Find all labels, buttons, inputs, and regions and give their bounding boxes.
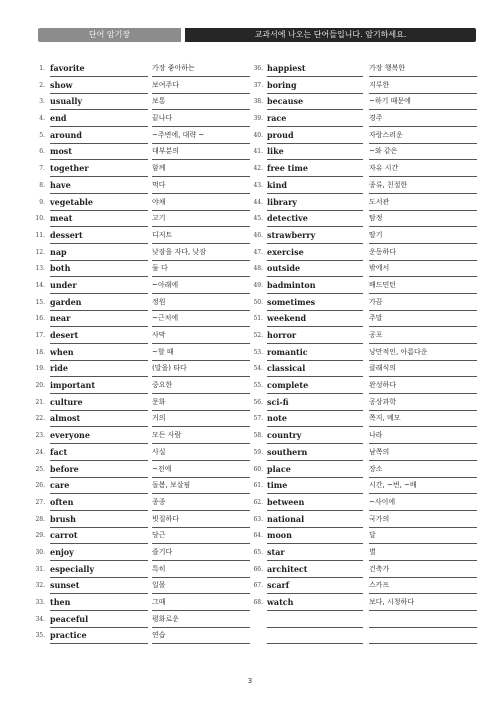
vocab-number: 67. — [253, 582, 263, 590]
vocab-number: 19. — [35, 365, 45, 373]
vocab-word: note — [267, 413, 363, 427]
vocab-word: complete — [267, 380, 363, 394]
vocab-word: near — [50, 313, 148, 327]
vocab-meaning: 특히 — [152, 564, 250, 578]
vocab-meaning: 고기 — [152, 213, 250, 227]
vocab-word — [267, 630, 363, 644]
vocab-number: 26. — [35, 482, 45, 490]
vocab-word — [267, 614, 363, 628]
vocab-meaning: 낮잠을 자다, 낮잠 — [152, 247, 250, 261]
vocab-word: under — [50, 280, 148, 294]
vocab-meaning: 주말 — [369, 313, 477, 327]
vocab-meaning — [369, 630, 477, 644]
vocab-word: detective — [267, 213, 363, 227]
vocab-word: proud — [267, 130, 363, 144]
vocab-word: national — [267, 514, 363, 528]
vocab-number: 49. — [253, 281, 263, 289]
vocab-number: 24. — [35, 448, 45, 456]
vocab-number: 5. — [39, 131, 45, 139]
vocab-number: 37. — [253, 81, 263, 89]
vocab-number: 29. — [35, 532, 45, 540]
vocab-number: 62. — [253, 498, 263, 506]
vocab-word: around — [50, 130, 148, 144]
vocab-meaning: 함께 — [152, 163, 250, 177]
vocab-number: 30. — [35, 548, 45, 556]
vocab-word: sometimes — [267, 297, 363, 311]
vocab-meaning: 디저트 — [152, 230, 250, 244]
vocab-word: meat — [50, 213, 148, 227]
vocab-number: 34. — [35, 615, 45, 623]
vocab-word: badminton — [267, 280, 363, 294]
vocab-meaning: 먹다 — [152, 180, 250, 194]
vocab-meaning: ~주변에, 대략 ~ — [152, 130, 250, 144]
vocab-number: 3. — [39, 98, 45, 106]
vocab-meaning: 종류, 친절한 — [369, 180, 477, 194]
vocab-word: together — [50, 163, 148, 177]
vocab-meaning: 남쪽의 — [369, 447, 477, 461]
vocab-word: nap — [50, 247, 148, 261]
vocab-meaning: ~사이에 — [369, 497, 477, 511]
vocab-word: show — [50, 80, 148, 94]
vocab-word: dessert — [50, 230, 148, 244]
vocab-number: 63. — [253, 515, 263, 523]
vocab-word: often — [50, 497, 148, 511]
vocab-word: especially — [50, 564, 148, 578]
vocab-number: 54. — [253, 365, 263, 373]
vocab-meaning: 야채 — [152, 197, 250, 211]
vocab-word: library — [267, 197, 363, 211]
vocab-meaning: ~근처에 — [152, 313, 250, 327]
vocab-meaning: 딸기 — [369, 230, 477, 244]
vocab-number: 40. — [253, 131, 263, 139]
vocab-word: between — [267, 497, 363, 511]
vocab-word: southern — [267, 447, 363, 461]
page-number: 3 — [247, 677, 253, 685]
vocab-meaning: 모든 사람 — [152, 430, 250, 444]
vocab-word: happiest — [267, 63, 363, 77]
vocab-number: 10. — [35, 215, 45, 223]
vocab-word: before — [50, 464, 148, 478]
vocab-meaning: ~아래에 — [152, 280, 250, 294]
vocab-word: outside — [267, 263, 363, 277]
vocab-word: exercise — [267, 247, 363, 261]
vocab-meaning: 거의 — [152, 413, 250, 427]
vocab-number: 14. — [35, 281, 45, 289]
vocab-meaning: 당근 — [152, 530, 250, 544]
vocab-word: boring — [267, 80, 363, 94]
vocab-meaning: 평화로운 — [152, 614, 250, 628]
vocab-number: 17. — [35, 332, 45, 339]
vocab-word: garden — [50, 297, 148, 311]
vocab-number: 58. — [253, 432, 263, 440]
vocab-meaning: 달 — [369, 530, 477, 544]
vocab-word: both — [50, 263, 148, 277]
vocab-meaning: 둘 다 — [152, 263, 250, 277]
vocab-meaning: 보다, 시청하다 — [369, 597, 477, 611]
vocab-meaning: 빗질하다 — [152, 514, 250, 528]
vocab-word: free time — [267, 163, 363, 177]
vocab-meaning: 지루한 — [369, 80, 477, 94]
vocab-number: 57. — [253, 415, 263, 423]
vocab-word: practice — [50, 630, 148, 644]
vocab-word: scarf — [267, 580, 363, 594]
vocab-meaning: ~와 같은 — [369, 146, 477, 160]
vocab-meaning: 배드민턴 — [369, 280, 477, 294]
vocab-number: 43. — [253, 181, 263, 189]
vocab-number: 48. — [253, 265, 263, 273]
vocab-word: race — [267, 113, 363, 127]
vocab-number: 4. — [39, 115, 45, 123]
vocab-number: 44. — [253, 198, 263, 206]
vocab-meaning: 탐정 — [369, 213, 477, 227]
vocab-meaning: 낭만적인, 아름다운 — [369, 347, 477, 361]
vocab-word: strawberry — [267, 230, 363, 244]
vocab-number: 64. — [253, 532, 263, 540]
vocab-number: 1. — [39, 65, 45, 72]
vocab-word: important — [50, 380, 148, 394]
vocab-number: 36. — [253, 65, 263, 72]
vocab-number: 27. — [35, 498, 45, 506]
vocab-word: ride — [50, 363, 148, 377]
vocab-word: peaceful — [50, 614, 148, 628]
vocab-number: 16. — [35, 315, 45, 323]
vocab-number: 61. — [253, 482, 263, 490]
vocab-meaning: 사막 — [152, 330, 250, 344]
vocab-number: 52. — [253, 332, 263, 339]
vocab-number: 15. — [35, 298, 45, 306]
vocab-word: time — [267, 480, 363, 494]
vocab-number: 12. — [35, 248, 45, 256]
vocab-meaning: 중요한 — [152, 380, 250, 394]
vocab-word: romantic — [267, 347, 363, 361]
vocab-number: 31. — [35, 565, 45, 573]
vocab-number: 60. — [253, 465, 263, 473]
vocab-word: kind — [267, 180, 363, 194]
vocab-number: 13. — [35, 265, 45, 273]
vocab-word: enjoy — [50, 547, 148, 561]
vocab-meaning: 그때 — [152, 597, 250, 611]
vocab-number: 8. — [39, 181, 45, 189]
vocab-word: desert — [50, 330, 148, 344]
vocab-meaning: (말을) 타다 — [152, 363, 250, 377]
vocab-meaning: 건축가 — [369, 564, 477, 578]
vocab-meaning: ~전에 — [152, 464, 250, 478]
vocab-word: most — [50, 146, 148, 160]
vocab-meaning: 운동하다 — [369, 247, 477, 261]
vocab-meaning: 공상과학 — [369, 397, 477, 411]
vocab-meaning: 시간, ~번, ~배 — [369, 480, 477, 494]
vocab-meaning: 대부분의 — [152, 146, 250, 160]
vocab-meaning: ~할 때 — [152, 347, 250, 361]
vocab-word: end — [50, 113, 148, 127]
vocab-meaning: 보통 — [152, 96, 250, 110]
vocab-word: moon — [267, 530, 363, 544]
vocab-word: place — [267, 464, 363, 478]
vocab-meaning: 돌봄, 보살핌 — [152, 480, 250, 494]
vocab-meaning: 정원 — [152, 297, 250, 311]
vocab-meaning: 보여주다 — [152, 80, 250, 94]
vocab-word: everyone — [50, 430, 148, 444]
vocab-word: favorite — [50, 63, 148, 77]
vocab-word: have — [50, 180, 148, 194]
vocab-number: 41. — [253, 148, 263, 156]
vocab-meaning: 즐기다 — [152, 547, 250, 561]
vocab-meaning — [369, 614, 477, 628]
vocab-word: then — [50, 597, 148, 611]
vocab-meaning: 클래식의 — [369, 363, 477, 377]
vocab-number: 45. — [253, 215, 263, 223]
header-instruction-banner: 교과서에 나오는 단어들입니다. 암기하세요. — [185, 28, 476, 42]
vocab-meaning: 스카프 — [369, 580, 477, 594]
vocab-number: 23. — [35, 432, 45, 440]
vocab-number: 66. — [253, 565, 263, 573]
vocab-word: almost — [50, 413, 148, 427]
vocab-word: usually — [50, 96, 148, 110]
vocab-number: 18. — [35, 348, 45, 356]
vocab-number: 33. — [35, 599, 45, 606]
vocab-number: 46. — [253, 231, 263, 239]
vocab-number: 50. — [253, 298, 263, 306]
vocab-word: fact — [50, 447, 148, 461]
vocab-meaning: 자랑스러운 — [369, 130, 477, 144]
header-left-tab: 단어 암기장 — [38, 28, 181, 42]
vocab-number: 35. — [35, 632, 45, 640]
vocab-word: weekend — [267, 313, 363, 327]
vocab-meaning: 가끔 — [369, 297, 477, 311]
vocab-meaning: 별 — [369, 547, 477, 561]
vocab-meaning: 가장 좋아하는 — [152, 63, 250, 77]
vocab-number: 25. — [35, 465, 45, 473]
vocab-number: 42. — [253, 165, 263, 173]
vocab-number: 65. — [253, 548, 263, 556]
page-header — [38, 28, 476, 42]
vocab-word: sci-fi — [267, 397, 363, 411]
vocab-word: star — [267, 547, 363, 561]
vocab-meaning: 가장 행복한 — [369, 63, 477, 77]
vocab-number: 55. — [253, 382, 263, 390]
vocab-number: 11. — [35, 231, 45, 239]
vocab-meaning: 공포 — [369, 330, 477, 344]
vocab-meaning: 밖에서 — [369, 263, 477, 277]
vocab-number: 68. — [253, 599, 263, 606]
vocab-meaning: 문화 — [152, 397, 250, 411]
vocab-word: when — [50, 347, 148, 361]
vocab-meaning: 나라 — [369, 430, 477, 444]
vocab-word: because — [267, 96, 363, 110]
vocab-meaning: 경주 — [369, 113, 477, 127]
vocab-word: care — [50, 480, 148, 494]
vocab-number: 9. — [39, 198, 45, 206]
vocab-number: 6. — [39, 148, 45, 156]
vocab-word: like — [267, 146, 363, 160]
vocab-word: architect — [267, 564, 363, 578]
vocab-number: 51. — [253, 315, 263, 323]
vocab-word: country — [267, 430, 363, 444]
vocab-word: sunset — [50, 580, 148, 594]
vocab-meaning: 일몰 — [152, 580, 250, 594]
vocab-number: 28. — [35, 515, 45, 523]
vocab-number: 32. — [35, 582, 45, 590]
vocab-meaning: 장소 — [369, 464, 477, 478]
vocab-meaning: 쪽지, 메모 — [369, 413, 477, 427]
vocab-word: brush — [50, 514, 148, 528]
vocab-meaning: ~하기 때문에 — [369, 96, 477, 110]
vocab-number: 21. — [35, 398, 45, 406]
vocab-meaning: 국가의 — [369, 514, 477, 528]
vocab-meaning: 도서관 — [369, 197, 477, 211]
vocab-number: 59. — [253, 448, 263, 456]
vocab-number: 22. — [35, 415, 45, 423]
vocab-number: 2. — [39, 81, 45, 89]
vocab-word: watch — [267, 597, 363, 611]
vocab-meaning: 연습 — [152, 630, 250, 644]
vocab-meaning: 끝나다 — [152, 113, 250, 127]
vocab-meaning: 자유 시간 — [369, 163, 477, 177]
vocab-number: 39. — [253, 115, 263, 123]
vocab-number: 38. — [253, 98, 263, 106]
vocab-word: vegetable — [50, 197, 148, 211]
vocab-word: culture — [50, 397, 148, 411]
vocab-meaning: 사실 — [152, 447, 250, 461]
vocab-number: 7. — [39, 165, 45, 173]
vocab-meaning: 종종 — [152, 497, 250, 511]
vocab-number: 53. — [253, 348, 263, 356]
vocab-word: carrot — [50, 530, 148, 544]
vocab-meaning: 완성하다 — [369, 380, 477, 394]
vocab-number: 47. — [253, 248, 263, 256]
vocab-word: classical — [267, 363, 363, 377]
vocab-number: 20. — [35, 382, 45, 390]
vocab-word: horror — [267, 330, 363, 344]
vocab-number: 56. — [253, 398, 263, 406]
